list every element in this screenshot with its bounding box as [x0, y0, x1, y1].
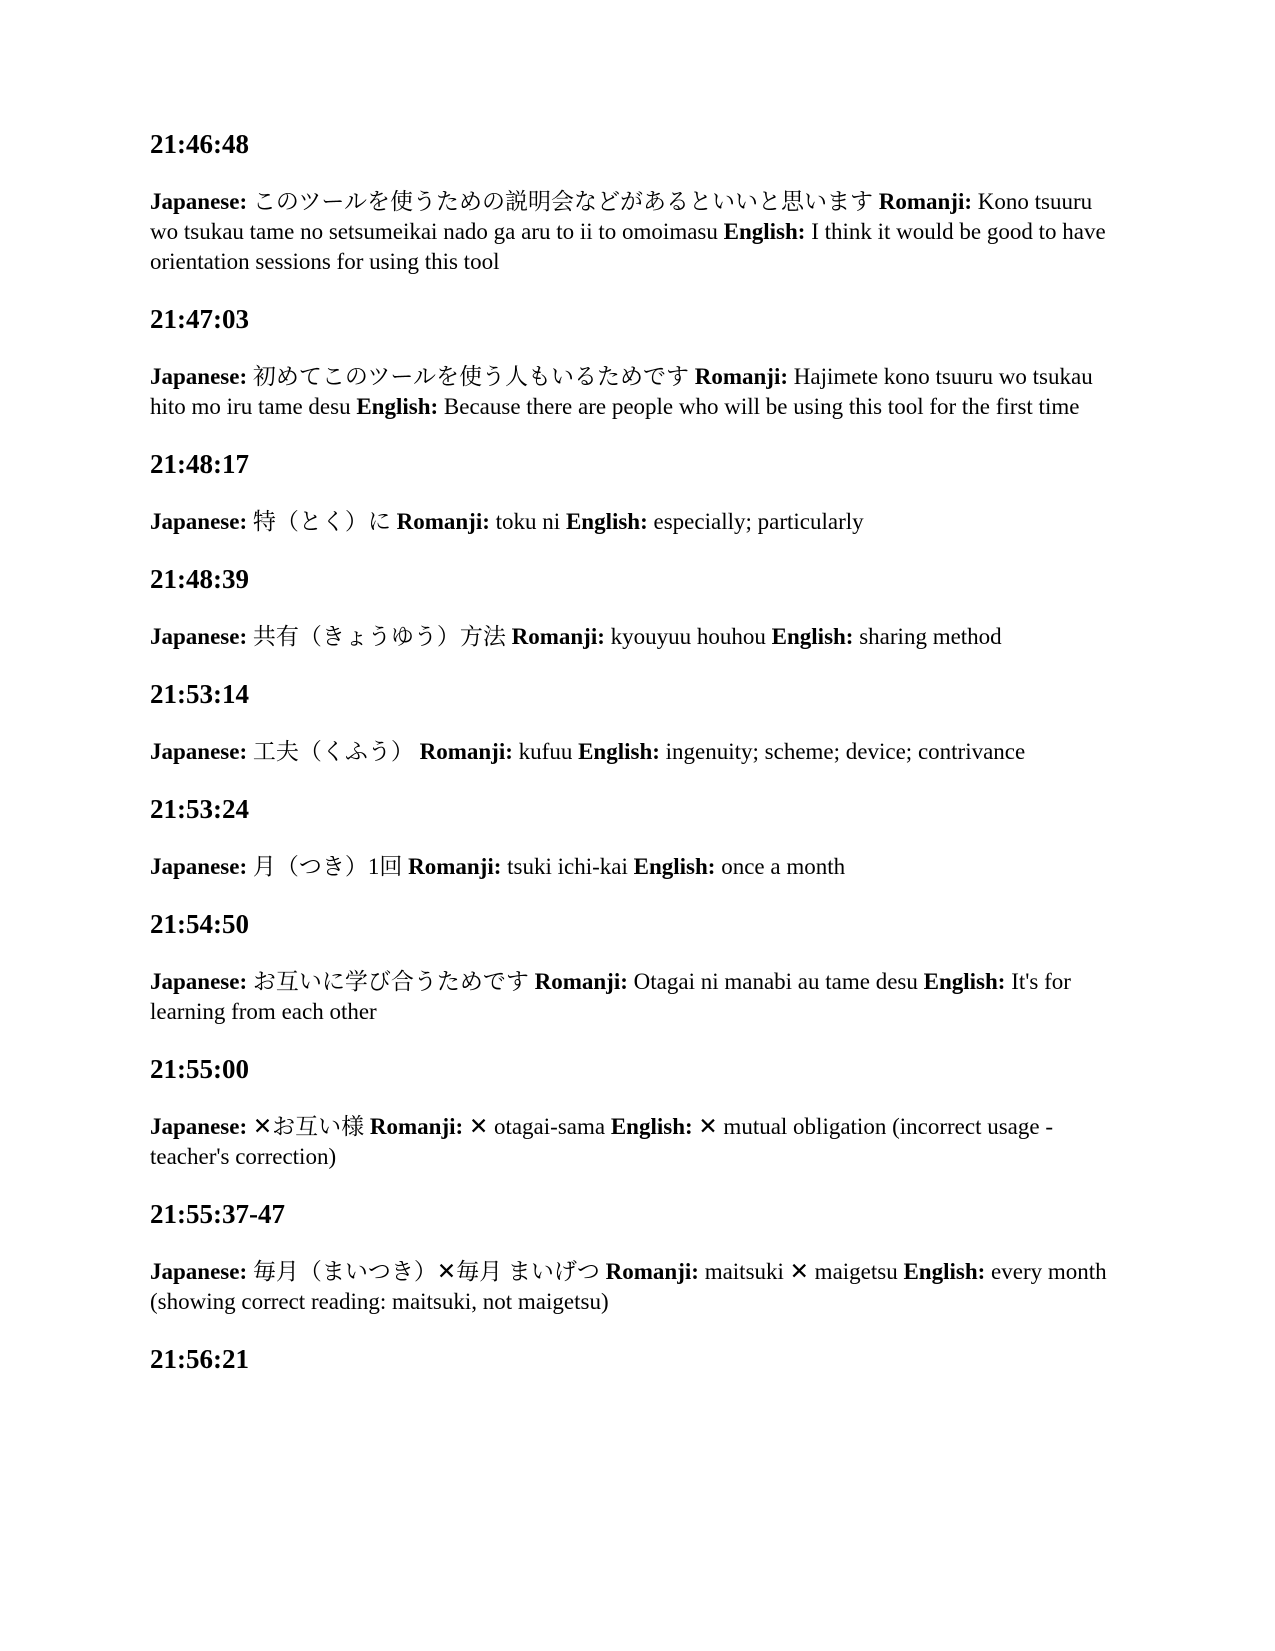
entry-timestamp: 21:54:50 [150, 909, 249, 939]
transcript-entry [150, 303, 1125, 422]
english-text: Because there are people who will be using this tool for the first time [443, 394, 1080, 419]
japanese-label: Japanese: [150, 739, 248, 764]
entry-text [150, 852, 1125, 882]
transcript-entry [150, 908, 1125, 1027]
romanji-label: Romanji: [605, 1259, 699, 1284]
japanese-text: 毎月（まいつき）✕毎月 まいげつ [252, 1259, 600, 1284]
japanese-label: Japanese: [150, 1114, 248, 1139]
entry-timestamp: 21:53:24 [150, 794, 249, 824]
english-text: ✕ mutual obligation (incorrect usage - teacher's correction) [150, 1114, 1053, 1169]
english-text: ingenuity; scheme; device; contrivance [665, 739, 1026, 764]
transcript-entry [150, 563, 1125, 652]
romanji-text: kufuu [518, 739, 573, 764]
transcript-page [150, 128, 1125, 1402]
japanese-label: Japanese: [150, 624, 248, 649]
japanese-label: Japanese: [150, 1259, 248, 1284]
english-text: sharing method [859, 624, 1002, 649]
romanji-label: Romanji: [694, 364, 788, 389]
romanji-text: ✕ otagai-sama [468, 1114, 606, 1139]
english-text: once a month [721, 854, 846, 879]
english-label: English: [633, 854, 716, 879]
japanese-text: このツールを使うための説明会などがあるといいと思います [252, 189, 873, 214]
entry-text [150, 362, 1125, 422]
japanese-text: 特（とく）に [252, 509, 391, 534]
english-text: It's for learning from each other [150, 969, 1071, 1024]
romanji-label: Romanji: [878, 189, 972, 214]
entry-timestamp: 21:48:39 [150, 564, 249, 594]
romanji-label: Romanji: [419, 739, 513, 764]
english-label: English: [723, 219, 806, 244]
english-label: English: [578, 739, 660, 764]
transcript-entry [150, 128, 1125, 277]
english-label: English: [923, 969, 1006, 994]
entry-text [150, 622, 1125, 652]
entry-timestamp: 21:56:21 [150, 1344, 249, 1374]
entry-timestamp: 21:46:48 [150, 129, 249, 159]
romanji-label: Romanji: [408, 854, 502, 879]
japanese-text: ✕お互い様 [252, 1114, 365, 1139]
transcript-entry [150, 1198, 1125, 1317]
romanji-label: Romanji: [369, 1114, 464, 1139]
japanese-label: Japanese: [150, 509, 248, 534]
english-label: English: [903, 1259, 986, 1284]
japanese-text: 初めてこのツールを使う人もいるためです [252, 364, 689, 389]
entry-timestamp: 21:48:17 [150, 449, 249, 479]
japanese-text: 共有（きょうゆう）方法 [252, 624, 506, 649]
japanese-text: お互いに学び合うためです [252, 969, 529, 994]
japanese-text: 月（つき）1回 [252, 854, 403, 879]
entry-text [150, 737, 1125, 767]
english-label: English: [356, 394, 439, 419]
japanese-label: Japanese: [150, 854, 248, 879]
romanji-text: kyouyuu houhou [610, 624, 766, 649]
entry-timestamp: 21:53:14 [150, 679, 249, 709]
japanese-label: Japanese: [150, 189, 248, 214]
transcript-entry [150, 793, 1125, 882]
japanese-label: Japanese: [150, 364, 248, 389]
entry-timestamp: 21:47:03 [150, 304, 249, 334]
romanji-text: Hajimete kono tsuuru wo tsukau hito mo iru tame desu [150, 364, 1093, 419]
english-text: I think it would be good to have orientation sessions for using this tool [150, 219, 1106, 274]
transcript-entry [150, 1343, 1125, 1375]
romanji-text: Otagai ni manabi au tame desu [633, 969, 918, 994]
entry-timestamp: 21:55:37-47 [150, 1199, 285, 1229]
romanji-text: maitsuki ✕ maigetsu [704, 1259, 898, 1284]
transcript-entry [150, 678, 1125, 767]
japanese-text: 工夫（くふう） [252, 739, 414, 764]
japanese-label: Japanese: [150, 969, 248, 994]
romanji-text: tsuki ichi-kai [507, 854, 628, 879]
english-label: English: [771, 624, 854, 649]
entry-text [150, 507, 1125, 537]
english-text: every month (showing correct reading: maitsuki, not maigetsu) [150, 1259, 1107, 1314]
romanji-label: Romanji: [396, 509, 490, 534]
english-text: especially; particularly [653, 509, 864, 534]
english-label: English: [565, 509, 648, 534]
romanji-text: Kono tsuuru wo tsukau tame no setsumeikai nado ga aru to ii to omoimasu [150, 189, 1093, 244]
entry-timestamp: 21:55:00 [150, 1054, 249, 1084]
entry-text [150, 967, 1125, 1027]
romanji-label: Romanji: [511, 624, 605, 649]
entry-text [150, 187, 1125, 277]
romanji-label: Romanji: [534, 969, 628, 994]
romanji-text: toku ni [495, 509, 561, 534]
transcript-entry [150, 448, 1125, 537]
transcript-entry [150, 1053, 1125, 1172]
entry-text [150, 1257, 1125, 1317]
english-label: English: [610, 1114, 693, 1139]
entry-text [150, 1112, 1125, 1172]
